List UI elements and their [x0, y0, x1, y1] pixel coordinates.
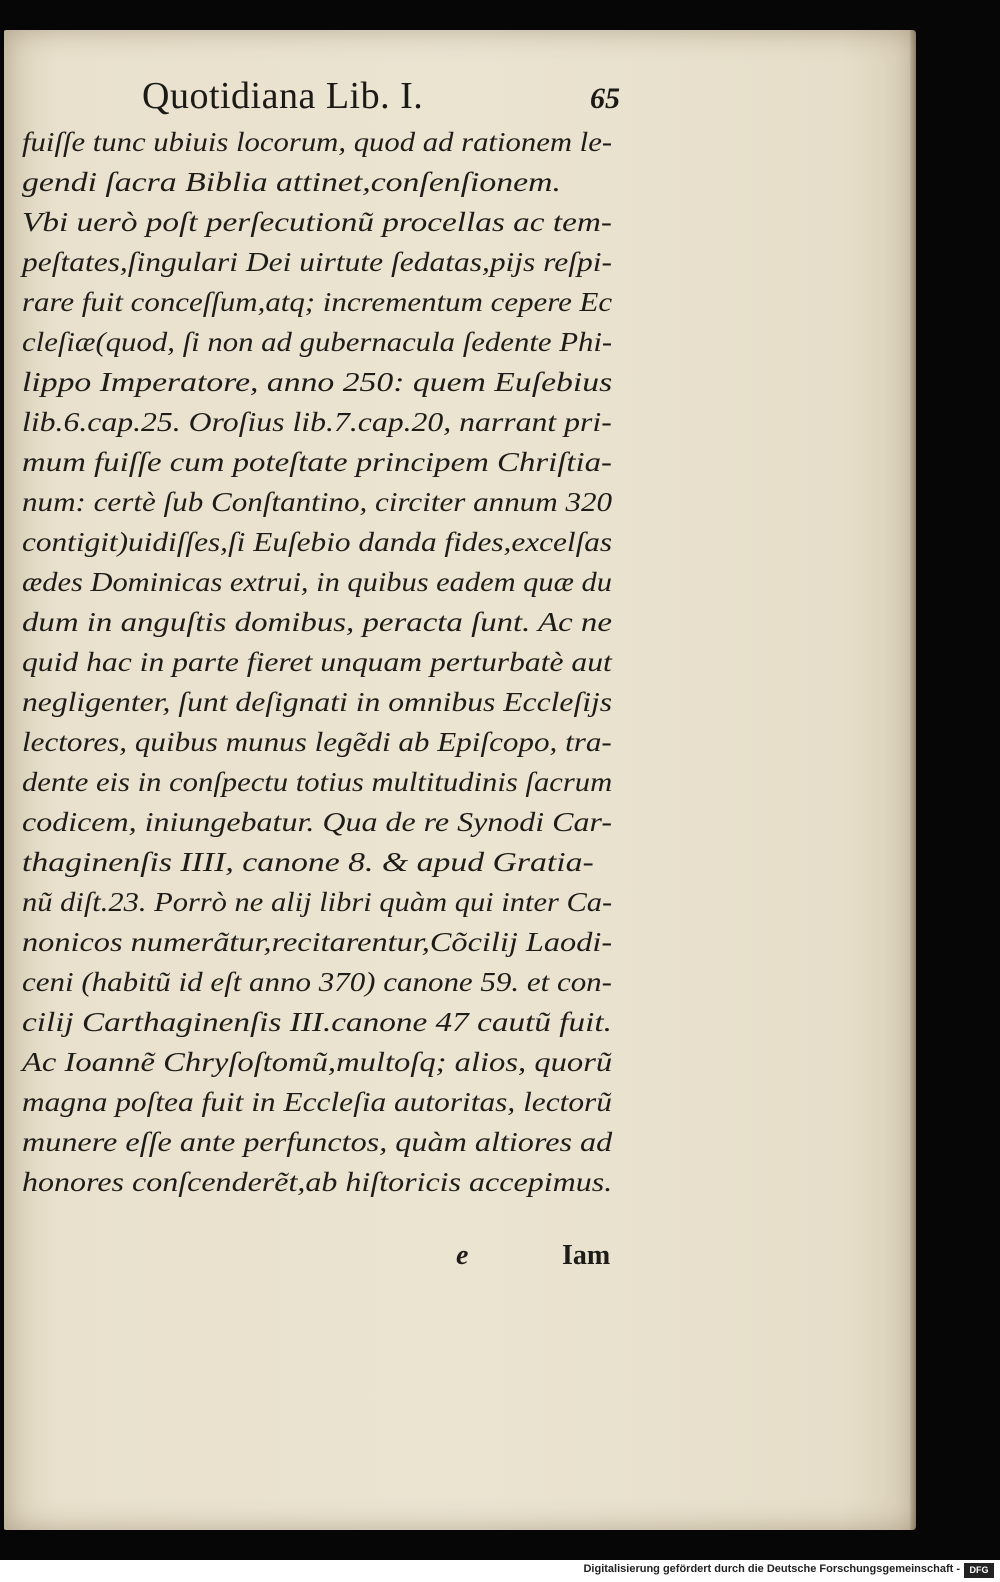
funding-credit: Digitalisierung gefördert durch die Deutsche Forschungsgemeinschaft -: [583, 1563, 960, 1575]
text-line-content: quid hac in parte fieret unquam perturbatè aut: [22, 647, 612, 677]
text-line-content: nonicos numerãtur,recitarentur,Cõcilij Laodi-: [22, 927, 613, 957]
text-line-content: mum fuiſſe cum poteſtate principem Chriſtia-: [22, 447, 612, 477]
text-line: [22, 1002, 622, 1042]
text-line-content: ceni (habitũ id eſt anno 370) canone 59. et con-: [22, 967, 612, 997]
text-line: [22, 1042, 622, 1082]
catchword: Iam: [562, 1240, 611, 1271]
text-line-content: contigit)uidiſſes,ſi Euſebio danda fides,excelſas: [22, 527, 613, 557]
text-line: [22, 922, 622, 962]
text-line-content: lib.6.cap.25. Oroſius lib.7.cap.20, narrant pri-: [22, 407, 612, 437]
text-line: [22, 242, 622, 282]
body-text: [22, 122, 622, 1202]
text-line: [22, 122, 622, 162]
text-line-content: codicem, iniungebatur. Qua de re Synodi Car-: [22, 807, 613, 837]
text-line-content: gendi ſacra Biblia attinet,conſenſionem.: [22, 167, 561, 197]
text-line: [22, 442, 622, 482]
text-line-content: lectores, quibus munus legẽdi ab Epiſcopo, tra-: [22, 727, 612, 757]
text-line-content: cilij Carthaginenſis III.canone 47 cautũ fuit.: [22, 1007, 612, 1037]
text-line: [22, 1122, 622, 1162]
text-line-content: lippo Imperatore, anno 250: quem Euſebius: [22, 367, 613, 397]
book-page: [4, 30, 916, 1530]
text-line-content: Vbi uerò poſt perſecutionũ procellas ac tem-: [22, 207, 613, 237]
text-line-content: thaginenſis IIII, canone 8. & apud Gratia-: [22, 847, 594, 877]
text-line-content: cleſiæ(quod, ſi non ad gubernacula ſedente Phi-: [22, 327, 613, 357]
text-line: [22, 882, 622, 922]
text-line: [22, 1162, 622, 1202]
text-line: [22, 802, 622, 842]
text-line: [22, 202, 622, 242]
running-head: Quotidiana Lib. I.: [142, 75, 424, 117]
text-line: [22, 762, 622, 802]
page-number: 65: [590, 82, 620, 115]
text-line-content: magna poſtea fuit in Eccleſia autoritas, lectorũ: [22, 1087, 612, 1117]
text-line: [22, 362, 622, 402]
text-line: [22, 162, 622, 202]
text-line-content: rare fuit conceſſum,atq; incrementum cepere Ec: [22, 287, 613, 317]
text-line-content: fuiſſe tunc ubiuis locorum, quod ad rationem le-: [22, 127, 613, 157]
text-line: [22, 322, 622, 362]
text-line-content: nũ diſt.23. Porrò ne alij libri quàm qui inter Ca-: [22, 887, 613, 917]
text-line-content: peſtates,ſingulari Dei uirtute ſedatas,pijs reſpi-: [22, 247, 612, 277]
text-line: [22, 562, 622, 602]
text-line-content: dente eis in conſpectu totius multitudinis ſacrum: [22, 767, 613, 797]
dfg-logo: DFG: [964, 1563, 994, 1578]
footer-bar: [0, 1560, 1000, 1582]
text-line: [22, 722, 622, 762]
text-line: [22, 682, 622, 722]
text-line: [22, 962, 622, 1002]
text-line: [22, 842, 622, 882]
text-line-content: honores conſcenderẽt,ab hiſtoricis accepimus.: [22, 1167, 613, 1197]
text-line-content: negligenter, ſunt deſignati in omnibus Eccleſijs: [22, 687, 613, 717]
text-line-content: num: certè ſub Conſtantino, circiter annum 320: [22, 487, 613, 517]
text-line-content: ædes Dominicas extrui, in quibus eadem quæ du: [22, 567, 612, 597]
text-line: [22, 282, 622, 322]
text-line: [22, 522, 622, 562]
text-line-content: munere eſſe ante perfunctos, quàm altiores ad: [22, 1127, 613, 1157]
text-line: [22, 402, 622, 442]
text-line: [22, 602, 622, 642]
text-line: [22, 1082, 622, 1122]
text-line-content: Ac Ioannẽ Chryſoſtomũ,multoſq; alios, quorũ: [22, 1047, 613, 1077]
page-edge: [910, 30, 916, 1530]
signature-mark: e: [456, 1240, 469, 1271]
text-line: [22, 482, 622, 522]
text-line: [22, 642, 622, 682]
text-line-content: dum in anguſtis domibus, peracta ſunt. Ac ne: [22, 607, 612, 637]
